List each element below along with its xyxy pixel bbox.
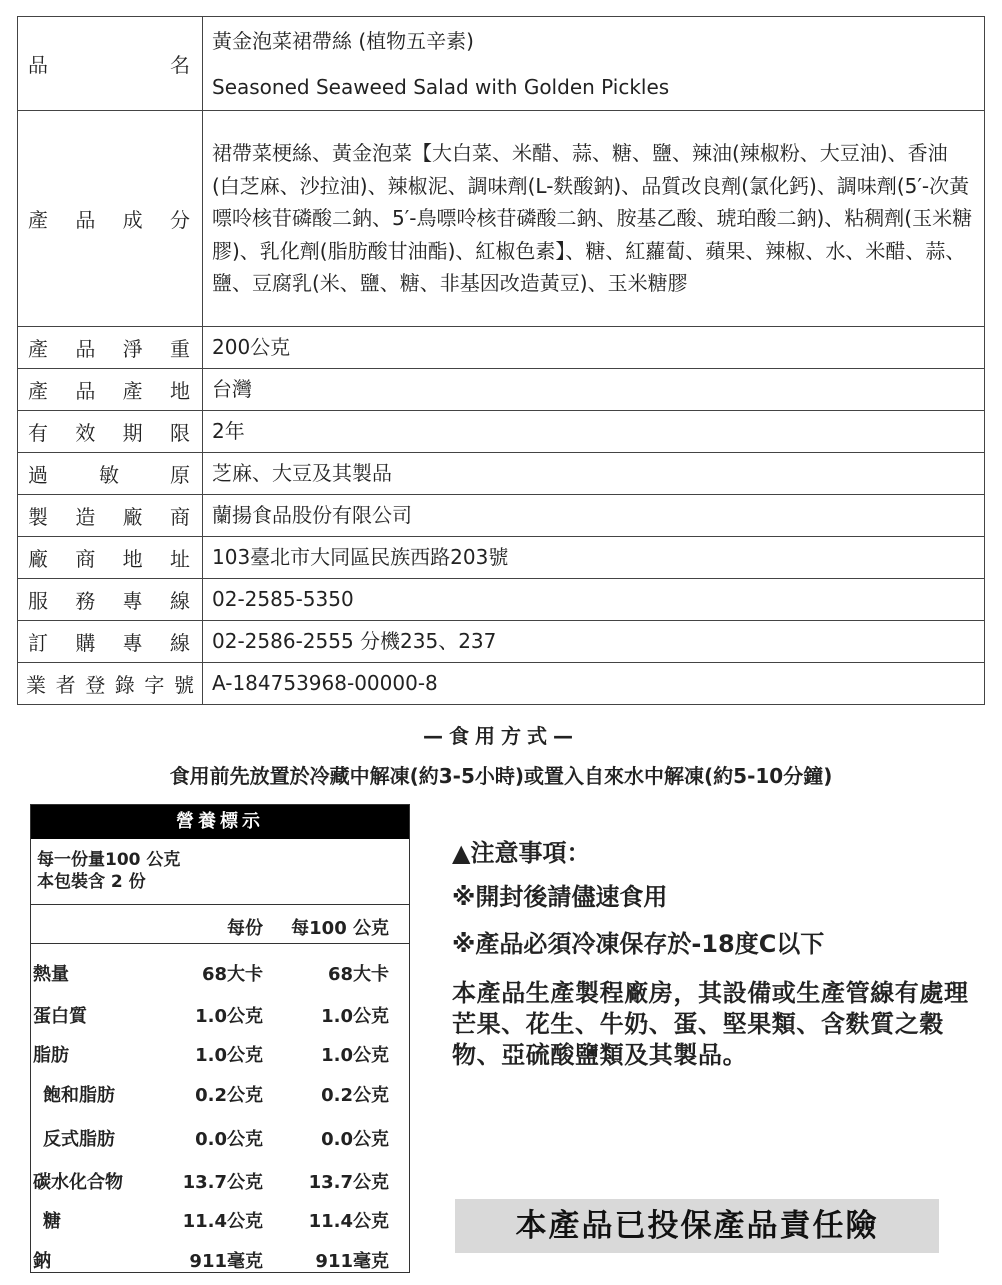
info-row: [18, 537, 985, 579]
info-row: [18, 411, 985, 453]
nutrient-per-100g: 1.0公克: [321, 1045, 389, 1066]
usage-instructions: 食用前先放置於冷藏中解凍(約3-5小時)或置入自來水中解凍(約5-10分鐘): [169, 764, 833, 788]
nutrient-per-serving: 1.0公克: [195, 1045, 263, 1066]
info-row: [18, 579, 985, 621]
nutrient-label: 糖: [43, 1211, 61, 1232]
product-name-value: [203, 17, 985, 111]
address-label: 廠商地址: [18, 537, 203, 579]
service-line-value: 02-2585-5350: [203, 579, 985, 621]
service-line-label: 服務專線: [18, 579, 203, 621]
origin-label: 產品產地: [18, 369, 203, 411]
nutrient-per-serving: 0.2公克: [195, 1085, 263, 1106]
net-weight-label: 產品淨重: [18, 327, 203, 369]
nutrient-per-serving: 911毫克: [189, 1251, 263, 1272]
nutrient-per-100g: 11.4公克: [308, 1211, 389, 1232]
product-name-label: 品 名: [18, 17, 203, 111]
note-allergen-facility: 本產品生產製程廠房，其設備或生產管線有處理芒果、花生、牛奶、蛋、堅果類、含麩質之穀物、亞硫酸鹽類及其製品。: [452, 979, 969, 1069]
product-info-table: [17, 16, 985, 705]
nutrient-per-100g: 68大卡: [327, 964, 389, 985]
note-consume-quickly: ※開封後請儘速食用: [452, 883, 668, 911]
info-row: [18, 453, 985, 495]
info-row: [18, 369, 985, 411]
nutrition-title: 營養標示: [31, 805, 409, 839]
origin-value: 台灣: [203, 369, 985, 411]
nutrition-row-carbohydrate: [31, 1168, 409, 1193]
nutrient-label: 鈉: [33, 1251, 51, 1272]
nutrient-per-100g: 1.0公克: [321, 1006, 389, 1027]
nutrient-label: 熱量: [33, 964, 69, 985]
servings-per-package: 本包裝含 2 份: [37, 872, 146, 892]
ingredients-value: 裙帶菜梗絲、黃金泡菜【大白菜、米醋、蒜、糖、鹽、辣油(辣椒粉、大豆油)、香油(白芝麻、沙拉油)、辣椒泥、調味劑(L-麩酸鈉)、品質改良劑(氯化鈣)、調味劑(5′-次黃嘌呤核苷磷酸二鈉、5′-鳥嘌呤核苷磷酸二鈉、胺基乙酸、琥珀酸二鈉)、粘稠劑(玉米糖膠)、乳化劑(脂肪酸甘油酯)、紅椒色素】、糖、紅蘿蔔、蘋果、辣椒、水、米醋、蒜、鹽、豆腐乳(米、鹽、糖、非基因改造黃豆)、玉米糖膠: [203, 111, 985, 327]
nutrition-row-calories: [31, 960, 409, 985]
nutrient-per-100g: 13.7公克: [308, 1172, 389, 1193]
precautions: [452, 838, 982, 1071]
nutrient-per-100g: 0.2公克: [321, 1085, 389, 1106]
nutrition-row-saturated-fat: [31, 1081, 409, 1106]
info-row: [18, 327, 985, 369]
info-row: [18, 663, 985, 705]
nutrient-per-100g: 0.0公克: [321, 1129, 389, 1150]
nutrition-row-sodium: [31, 1247, 409, 1272]
product-name-en: Seasoned Seaweed Salad with Golden Pickles: [212, 74, 670, 99]
order-line-label: 訂購專線: [18, 621, 203, 663]
registration-label: 業者登錄字號: [18, 663, 203, 705]
nutrient-per-serving: 11.4公克: [182, 1211, 263, 1232]
nutrient-per-serving: 68大卡: [201, 964, 263, 985]
manufacturer-value: 蘭揚食品股份有限公司: [203, 495, 985, 537]
serving-info: [31, 839, 409, 905]
per-100g-header: 每100 公克: [291, 918, 389, 939]
allergen-label: 過敏原: [18, 453, 203, 495]
info-row: [18, 495, 985, 537]
nutrient-label: 飽和脂肪: [43, 1085, 115, 1106]
precautions-title: ▲注意事項：: [452, 839, 591, 867]
nutrition-column-header: [31, 905, 409, 944]
nutrient-label: 碳水化合物: [33, 1172, 123, 1193]
nutrition-facts-panel: [30, 804, 410, 1273]
nutrient-label: 脂肪: [33, 1045, 69, 1066]
nutrient-label: 蛋白質: [33, 1006, 87, 1027]
ingredients-label: 產品成分: [18, 111, 203, 327]
product-name-row: [18, 17, 985, 111]
nutrition-row-sugar: [31, 1207, 409, 1232]
product-name-zh: 黃金泡菜裙帶絲 (植物五辛素): [212, 28, 474, 53]
info-row: [18, 621, 985, 663]
nutrition-row-fat: [31, 1041, 409, 1066]
ingredients-row: [18, 111, 985, 327]
nutrient-per-serving: 0.0公克: [195, 1129, 263, 1150]
registration-value: A-184753968-00000-8: [203, 663, 985, 705]
per-serving-header: 每份: [227, 918, 263, 939]
address-value: 103臺北市大同區民族西路203號: [203, 537, 985, 579]
insurance-banner: 本產品已投保產品責任險: [455, 1199, 939, 1253]
nutrition-row-trans-fat: [31, 1125, 409, 1150]
nutrient-label: 反式脂肪: [43, 1129, 115, 1150]
nutrition-row-protein: [31, 1002, 409, 1027]
shelf-life-label: 有效期限: [18, 411, 203, 453]
shelf-life-value: 2年: [203, 411, 985, 453]
manufacturer-label: 製造廠商: [18, 495, 203, 537]
nutrient-per-serving: 13.7公克: [182, 1172, 263, 1193]
note-storage: ※產品必須冷凍保存於-18度C以下: [452, 930, 825, 958]
nutrient-per-100g: 911毫克: [315, 1251, 389, 1272]
net-weight-value: 200公克: [203, 327, 985, 369]
serving-size: 每一份量100 公克: [37, 850, 181, 870]
allergen-value: 芝麻、大豆及其製品: [203, 453, 985, 495]
usage-title: —食用方式—: [423, 724, 579, 748]
nutrient-per-serving: 1.0公克: [195, 1006, 263, 1027]
order-line-value: 02-2586-2555 分機235、237: [203, 621, 985, 663]
